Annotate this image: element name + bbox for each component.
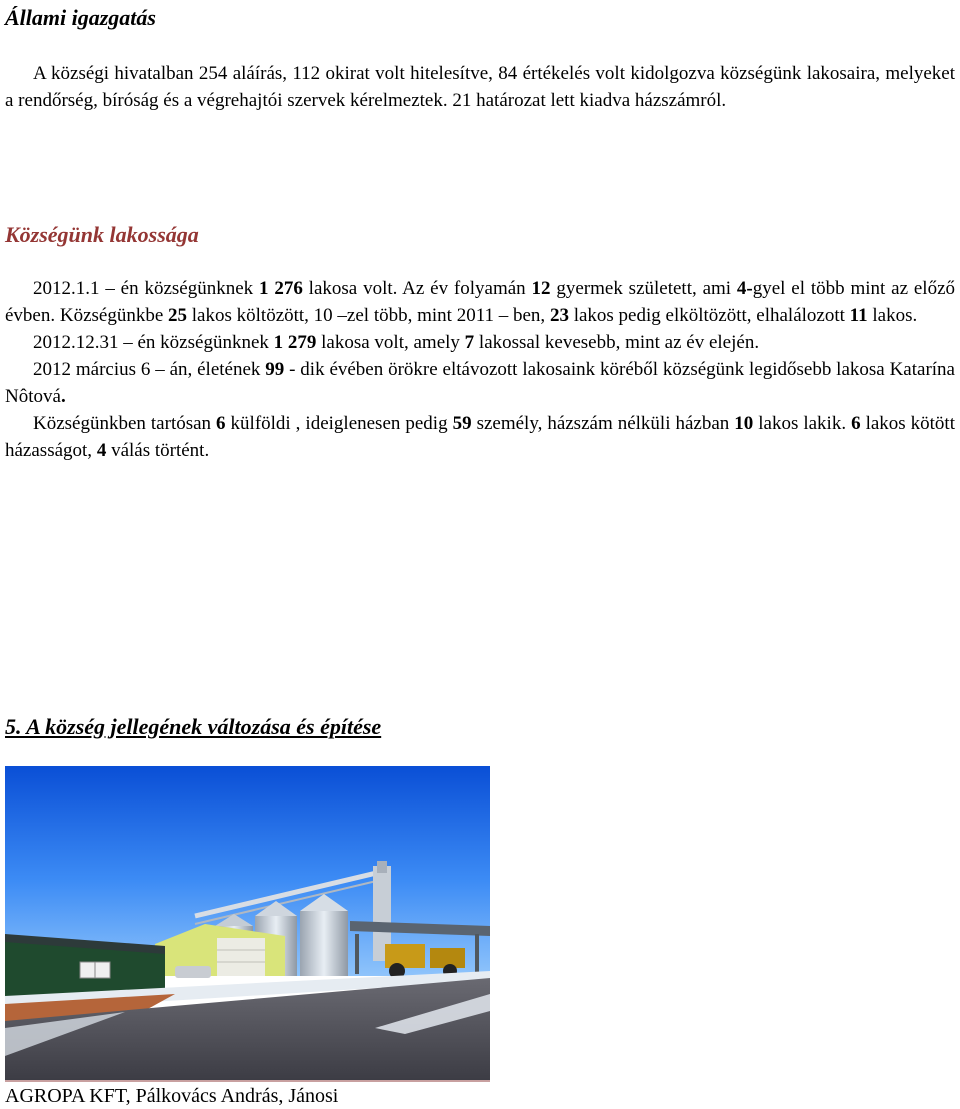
population-paragraph-1: 2012.1.1 – én községünknek 1 276 lakosa volt. Az év folyamán 12 gyermek született, ami 4-gyel el több mint az előző évben. Községünkbe 25 lakos költözött, 10 –zel több, mint 2011 – ben, 23 lakos pedig elköltözött, elhalálozott 11 lakos.: [5, 278, 955, 326]
heading-state-administration: Állami igazgatás: [5, 5, 156, 30]
photo-caption: AGROPA KFT, Pálkovács András, Jánosi: [5, 1085, 339, 1107]
population-text-block: [5, 275, 955, 464]
heading-village-character: 5. A község jellegének változása és építése: [5, 714, 382, 739]
population-paragraph-3: 2012 március 6 – án, életének 99 - dik évében örökre eltávozott lakosaink köréből községünk legidősebb lakosa Katarína Nôtová.: [5, 359, 955, 407]
paragraph-administration: [5, 60, 955, 114]
population-paragraph-4: Községünkben tartósan 6 külföldi , ideiglenesen pedig 59 személy, házszám nélküli házban 10 lakos lakik. 6 lakos kötött házasságot, 4 válás történt.: [5, 413, 955, 461]
admin-text: A községi hivatalban 254 aláírás, 112 okirat volt hitelesítve, 84 értékelés volt kidolgozva községünk lakosaira, melyeket a rendőrség, bíróság és a végrehajtói szervek kérelmeztek. 21 határozat lett kiadva házszámról.: [5, 63, 955, 111]
heading-population: Községünk lakossága: [5, 222, 199, 247]
photo-agropa-farm: [5, 766, 490, 1081]
photo-bottom-rule: [5, 1080, 490, 1082]
population-paragraph-2: 2012.12.31 – én községünknek 1 279 lakosa volt, amely 7 lakossal kevesebb, mint az év elején.: [33, 332, 760, 353]
